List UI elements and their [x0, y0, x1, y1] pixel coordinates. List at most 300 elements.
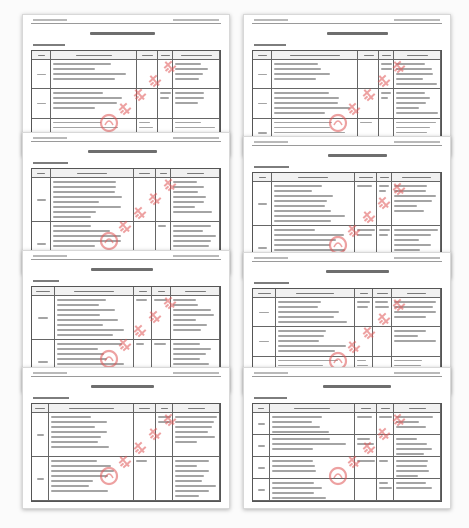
header-text [294, 408, 330, 410]
cell-text [396, 453, 424, 455]
table-cell [392, 327, 441, 356]
cell-text [357, 365, 369, 367]
table-cell [392, 298, 441, 327]
cell-text [175, 431, 208, 433]
table-cell [173, 89, 220, 118]
cell-text [396, 92, 425, 94]
cell-text [258, 247, 266, 249]
cell-text [278, 301, 321, 303]
table-cell [373, 327, 392, 356]
header-text [402, 177, 430, 179]
cell-text [274, 200, 328, 202]
cell-text [57, 309, 116, 311]
cell-text [175, 416, 217, 418]
cell-text [278, 360, 339, 362]
cell-text [51, 426, 95, 428]
table-cell [49, 457, 134, 501]
page-header-left [254, 372, 288, 374]
cell-text [278, 340, 319, 342]
cell-text [394, 185, 427, 187]
table-cell [377, 182, 392, 226]
table-cell [276, 327, 355, 356]
table-header-cell [392, 289, 441, 298]
table-cell [253, 435, 270, 457]
cell-text [360, 122, 372, 124]
cell-text [173, 186, 204, 188]
cell-text [173, 343, 200, 345]
table-cell [379, 89, 394, 118]
cell-text [396, 470, 429, 472]
table-cell [51, 178, 134, 222]
cell-text [272, 443, 346, 445]
cell-text [394, 249, 420, 251]
cell-text [272, 497, 326, 499]
cell-text [272, 487, 323, 489]
table-header-cell [51, 51, 137, 60]
cell-text [394, 190, 426, 192]
cell-text [57, 353, 105, 355]
cell-text [136, 343, 145, 345]
page-header-left [254, 19, 288, 21]
cell-text [272, 465, 316, 467]
table-header-cell [270, 404, 355, 413]
cell-text [258, 132, 266, 134]
cell-text [53, 97, 122, 99]
table-cell [272, 182, 355, 226]
cell-text [394, 229, 438, 231]
table-cell [156, 457, 173, 501]
cell-text [394, 311, 436, 313]
header-text [259, 177, 266, 179]
table-cell [51, 60, 137, 89]
table-header-cell [253, 51, 272, 60]
cell-text [396, 63, 425, 65]
cell-text [173, 363, 209, 365]
cell-text [379, 229, 390, 231]
cell-text [274, 78, 316, 80]
cell-text [394, 234, 430, 236]
section-heading [33, 162, 68, 164]
cell-text [173, 240, 211, 242]
lesson-table [252, 403, 442, 502]
header-text [298, 177, 329, 179]
cell-text [37, 74, 45, 76]
table-cell [270, 413, 355, 435]
cell-text [51, 416, 91, 418]
cell-text [274, 127, 330, 129]
page-title [328, 154, 387, 157]
cell-text [379, 487, 392, 489]
table-header-cell [355, 289, 374, 298]
cell-text [394, 335, 418, 337]
table-cell [134, 413, 157, 457]
cell-text [278, 365, 323, 367]
cell-text [396, 443, 427, 445]
cell-text [175, 480, 202, 482]
cell-text [175, 441, 197, 443]
table-header-cell [134, 287, 153, 296]
cell-text [379, 190, 386, 192]
cell-text [173, 348, 211, 350]
section-heading [33, 280, 59, 282]
table-cell [270, 435, 355, 457]
cell-text [274, 122, 332, 124]
table-cell [355, 413, 378, 435]
cell-text [274, 239, 336, 241]
cell-text [37, 103, 45, 105]
cell-text [396, 465, 427, 467]
document-page [243, 367, 451, 509]
cell-text [51, 436, 101, 438]
cell-text [37, 434, 45, 436]
cell-text [173, 235, 215, 237]
cell-text [394, 210, 424, 212]
table-cell [394, 457, 441, 479]
header-text [380, 177, 390, 179]
cell-text [160, 97, 169, 99]
page-header-left [254, 141, 288, 143]
cell-text [173, 304, 198, 306]
cell-text [396, 122, 436, 124]
cell-text [53, 122, 101, 124]
cell-text [394, 200, 432, 202]
cell-text [394, 195, 435, 197]
table-header-cell [49, 404, 134, 413]
cell-text [274, 249, 345, 251]
table-cell [394, 60, 441, 89]
page-header-rule [31, 259, 221, 260]
cell-text [51, 441, 98, 443]
table-cell [270, 479, 355, 501]
table-cell [272, 60, 358, 89]
cell-text [51, 480, 93, 482]
table-cell [394, 435, 441, 457]
table-cell [355, 457, 378, 479]
table-header-cell [32, 169, 51, 178]
cell-text [274, 185, 323, 187]
cell-text [274, 234, 345, 236]
table-header-cell [173, 404, 220, 413]
cell-text [175, 436, 215, 438]
header-text [74, 291, 114, 293]
table-cell [270, 457, 355, 479]
cell-text [53, 230, 110, 232]
cell-text [38, 317, 48, 319]
cell-text [57, 299, 106, 301]
cell-text [396, 416, 433, 418]
cell-text [51, 475, 108, 477]
cell-text [375, 301, 388, 303]
table-cell [137, 60, 158, 89]
lesson-table [31, 403, 221, 502]
cell-text [173, 245, 209, 247]
table-header-cell [272, 51, 358, 60]
section-heading [254, 166, 289, 168]
table-cell [377, 413, 394, 435]
header-text [361, 408, 371, 410]
header-text [359, 177, 373, 179]
table-header-cell [51, 169, 134, 178]
cell-text [51, 490, 108, 492]
cell-text [57, 363, 124, 365]
cell-text [154, 343, 166, 345]
page-title [326, 270, 389, 273]
cell-text [175, 73, 203, 75]
table-header-cell [272, 173, 355, 182]
table-cell [32, 178, 51, 222]
cell-text [379, 482, 388, 484]
cell-text [258, 445, 266, 447]
cell-text [274, 68, 322, 70]
table-cell [358, 60, 379, 89]
table-cell [137, 89, 158, 118]
table-cell [355, 479, 378, 501]
cell-text [274, 92, 329, 94]
header-text [69, 408, 114, 410]
table-header-cell [32, 287, 55, 296]
page-title [323, 385, 391, 388]
header-text [409, 408, 427, 410]
cell-text [379, 416, 392, 418]
page-title [88, 150, 157, 153]
cell-text [274, 73, 330, 75]
cell-text [394, 365, 421, 367]
table-cell [32, 457, 49, 501]
cell-text [396, 426, 426, 428]
cell-text [396, 132, 427, 134]
cell-text [396, 78, 423, 80]
cell-text [173, 225, 211, 227]
cell-text [53, 186, 116, 188]
cell-text [53, 181, 117, 183]
cell-text [57, 314, 101, 316]
table-header-cell [55, 287, 134, 296]
section-heading [254, 397, 287, 399]
cell-text [259, 341, 269, 343]
page-header-left [254, 257, 288, 259]
cell-text [175, 421, 214, 423]
document-page [22, 367, 230, 509]
table-cell [253, 182, 272, 226]
cell-text [394, 239, 419, 241]
table-header-cell [355, 404, 378, 413]
table-cell [173, 60, 220, 89]
cell-text [357, 306, 368, 308]
cell-text [272, 421, 312, 423]
header-text [187, 173, 204, 175]
cell-text [173, 324, 207, 326]
header-text [76, 55, 113, 57]
cell-text [57, 343, 122, 345]
header-text [139, 291, 147, 293]
cell-text [51, 446, 109, 448]
cell-text [272, 482, 314, 484]
page-header-rule [252, 376, 442, 377]
table-cell [253, 298, 276, 327]
cell-text [53, 245, 96, 247]
page-header-right [173, 19, 219, 21]
cell-text [272, 492, 314, 494]
table-cell [355, 182, 378, 226]
table-cell [355, 327, 374, 356]
cell-text [38, 361, 48, 363]
cell-text [53, 92, 103, 94]
header-text [296, 293, 333, 295]
cell-text [173, 211, 212, 213]
table-cell [253, 60, 272, 89]
table-cell [55, 296, 134, 340]
cell-text [154, 299, 167, 301]
cell-text [396, 97, 430, 99]
cell-text [394, 244, 431, 246]
section-heading [254, 282, 289, 284]
table-cell [394, 413, 441, 435]
cell-text [53, 73, 126, 75]
cell-text [394, 316, 426, 318]
header-text [258, 55, 267, 57]
page-header-left [33, 255, 67, 257]
table-header-cell [394, 51, 441, 60]
table-header-cell [253, 404, 270, 413]
table-header-cell [392, 173, 441, 182]
header-text [139, 173, 150, 175]
table-cell [158, 89, 173, 118]
page-header-right [394, 257, 440, 259]
cell-text [357, 438, 371, 440]
table-header-cell [377, 173, 392, 182]
header-text [161, 55, 171, 57]
cell-text [175, 426, 212, 428]
header-text [364, 55, 374, 57]
cell-text [278, 311, 339, 313]
cell-text [357, 185, 372, 187]
cell-text [381, 92, 392, 94]
table-header-cell [156, 404, 173, 413]
cell-text [51, 431, 107, 433]
cell-text [175, 495, 199, 497]
cell-text [53, 191, 115, 193]
cell-text [175, 490, 209, 492]
table-cell [373, 298, 392, 327]
cell-text [37, 243, 45, 245]
cell-text [53, 102, 118, 104]
header-text [382, 55, 391, 57]
table-cell [32, 89, 51, 118]
cell-text [173, 181, 197, 183]
table-header-cell [158, 51, 173, 60]
table-cell [253, 413, 270, 435]
cell-text [51, 465, 111, 467]
header-text [38, 55, 45, 57]
cell-text [396, 487, 432, 489]
cell-text [139, 127, 152, 129]
cell-text [272, 416, 322, 418]
cell-text [51, 421, 107, 423]
cell-text [396, 102, 426, 104]
table-cell [379, 60, 394, 89]
section-heading [254, 44, 286, 46]
cell-text [396, 68, 432, 70]
cell-text [53, 211, 97, 213]
table-header-cell [394, 404, 441, 413]
cell-text [379, 460, 388, 462]
cell-text [357, 229, 376, 231]
cell-text [53, 196, 123, 198]
table-header-cell [171, 169, 220, 178]
cell-text [394, 306, 433, 308]
cell-text [57, 324, 103, 326]
table-cell [377, 435, 394, 457]
cell-text [53, 68, 95, 70]
cell-text [175, 97, 204, 99]
cell-text [272, 448, 313, 450]
cell-text [274, 63, 318, 65]
cell-text [57, 334, 114, 336]
cell-text [396, 421, 419, 423]
cell-text [57, 348, 99, 350]
header-text [360, 293, 367, 295]
cell-text [53, 63, 112, 65]
cell-text [37, 199, 45, 201]
table-cell [358, 89, 379, 118]
page-header-right [394, 19, 440, 21]
page-title [91, 268, 153, 271]
cell-text [53, 107, 95, 109]
cell-text [396, 460, 428, 462]
cell-text [175, 475, 204, 477]
table-cell [171, 178, 220, 222]
table-header-cell [379, 51, 394, 60]
table-cell [134, 457, 157, 501]
table-header-cell [32, 51, 51, 60]
cell-text [258, 489, 266, 491]
cell-text [278, 316, 334, 318]
cell-text [394, 330, 426, 332]
cell-text [394, 301, 436, 303]
cell-text [173, 230, 202, 232]
table-header-cell [134, 404, 157, 413]
table-cell [156, 178, 171, 222]
header-text [258, 408, 264, 410]
cell-text [175, 460, 209, 462]
table-cell [276, 298, 355, 327]
page-header-rule [252, 23, 442, 24]
cell-text [274, 112, 326, 114]
page-header-right [394, 141, 440, 143]
cell-text [173, 201, 204, 203]
page-header-rule [31, 141, 221, 142]
cell-text [173, 191, 197, 193]
cell-text [51, 485, 89, 487]
cell-text [396, 73, 433, 75]
cell-text [139, 122, 149, 124]
cell-text [173, 299, 196, 301]
cell-text [175, 78, 199, 80]
cell-text [173, 353, 206, 355]
cell-text [175, 485, 216, 487]
cell-text [379, 234, 388, 236]
table-cell [32, 60, 51, 89]
cell-text [274, 102, 338, 104]
cell-text [173, 329, 201, 331]
page-header-right [173, 137, 219, 139]
cell-text [274, 220, 331, 222]
cell-text [175, 122, 201, 124]
table-cell [158, 60, 173, 89]
cell-text [375, 306, 389, 308]
table-cell [392, 182, 441, 226]
lesson-table [252, 50, 442, 149]
